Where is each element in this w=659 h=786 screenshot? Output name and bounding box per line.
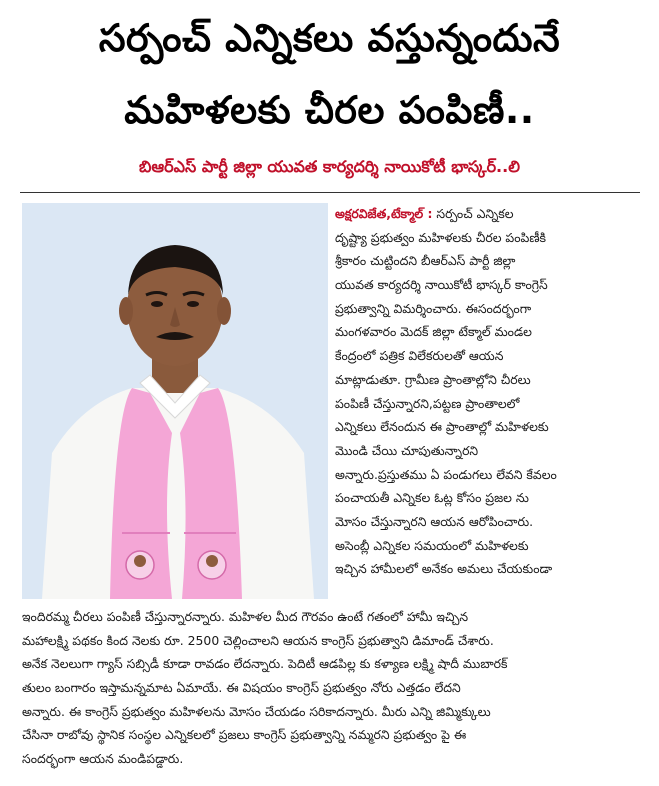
headline-line-1: సర్పంచ్ ఎన్నికలు వస్తున్నందునే: [98, 16, 561, 60]
article-line: యువత కార్యదర్శి నాయికోటీ భాస్కర్ కాంగ్రెస్: [335, 277, 548, 293]
article-line: ఎన్నికలు లేనందున ఈ ప్రాంతాల్లో మహిళలకు: [335, 419, 549, 435]
article-line: ఇందిరమ్మ చీరలు పంపిణీ చేస్తున్నారన్నారు. మహిళల మీద గౌరవం ఉంటే గతంలో హామీ ఇచ్చిన: [22, 609, 469, 624]
dateline: అక్షరవిజేత,టేక్మాల్ :: [335, 206, 433, 221]
article-line: తులం బంగారం ఇస్తామన్నమాట ఏమాయే. ఈ విషయం కాంగ్రెస్ ప్రభుత్వం నోరు ఎత్తడం లేదని: [22, 680, 461, 696]
article-line: సందర్భంగా ఆయన మండిపడ్డారు.: [22, 751, 184, 767]
headline-line-2: మహిళలకు చీరల పంపిణీ..: [124, 88, 535, 132]
subheadline: బిఆర్ఎస్ పార్టీ జిల్లా యువత కార్యదర్శి నాయికోటీ భాస్కర్..లి: [139, 157, 520, 176]
article-line: శ్రీకారం చుట్టిందని బీఆర్ఎస్ పార్టీ జిల్లా: [335, 253, 516, 269]
article-line: అన్నారు. ఈ కాంగ్రెస్ ప్రభుత్వం మహిళలను మోసం చేయడం సరికాదన్నారు. మీరు ఎన్ని జిమ్మిక్కులు: [22, 703, 491, 719]
article-line: చేసినా రాబోవు స్థానిక సంస్థల ఎన్నికలలో ప్రజలు కాంగ్రెస్ ప్రభుత్వాన్ని నమ్మరని ప్రభుత్వం పై ఈ: [22, 727, 467, 743]
article-line: దృష్ట్యా ప్రభుత్వం మహిళలకు చీరల పంపిణీకి: [335, 229, 547, 245]
article-line: మహాలక్ష్మి పథకం కింద నెలకు రూ. 2500 చెల్లించాలని ఆయన కాంగ్రెస్ ప్రభుత్వాని డిమాండ్ చేశారు.: [22, 632, 494, 648]
article-column-right: [335, 202, 640, 581]
portrait-illustration: [22, 203, 328, 599]
article-line: మంగళవారం మెదక్ జిల్లా టేక్మాల్ మండల: [335, 324, 532, 340]
article-line: సర్పంచ్ ఎన్నికల: [436, 206, 514, 221]
article-line: అసెంబ్లీ ఎన్నికల సమయంలో మహిళలకు: [335, 537, 529, 553]
divider: [20, 192, 640, 193]
article-first-line: [335, 202, 640, 226]
article-line: మోసం చేస్తున్నారని ఆయన ఆరోపించారు.: [335, 513, 534, 529]
article-line: పంపిణీ చేస్తున్నారని,పట్టణ ప్రాంతాలలో: [335, 395, 520, 411]
article-column-full: [22, 605, 640, 771]
portrait-photo: [22, 203, 328, 599]
article-line: కేంద్రంలో పత్రిక విలేకరులతో ఆయన: [335, 348, 504, 364]
article-line: మాట్లాడుతూ. గ్రామీణ ప్రాంతాల్లోని చీరలు: [335, 371, 531, 387]
article-line: పంచాయతీ ఎన్నికల ఓట్ల కోసం ప్రజల ను: [335, 490, 529, 506]
article-line: మొండి చేయి చూపుతున్నారని: [335, 442, 479, 458]
article-line: అనేక నెలలుగా గ్యాస్ సబ్సిడీ కూడా రావడం లేదన్నారు. పెదిటీ ఆడపిల్ల కు కళ్యాణ లక్ష్మి షాదీ ముబారక్: [22, 656, 508, 672]
article-line: ప్రభుత్వాన్ని విమర్శించారు. ఈసందర్భంగా: [335, 300, 532, 316]
article-line: ఇచ్చిన హామీలలో అనేకం అమలు చేయకుండా: [335, 561, 553, 577]
article-line: అన్నారు.ప్రస్తుతము ఏ పండుగలు లేవని కేవలం: [335, 466, 557, 482]
